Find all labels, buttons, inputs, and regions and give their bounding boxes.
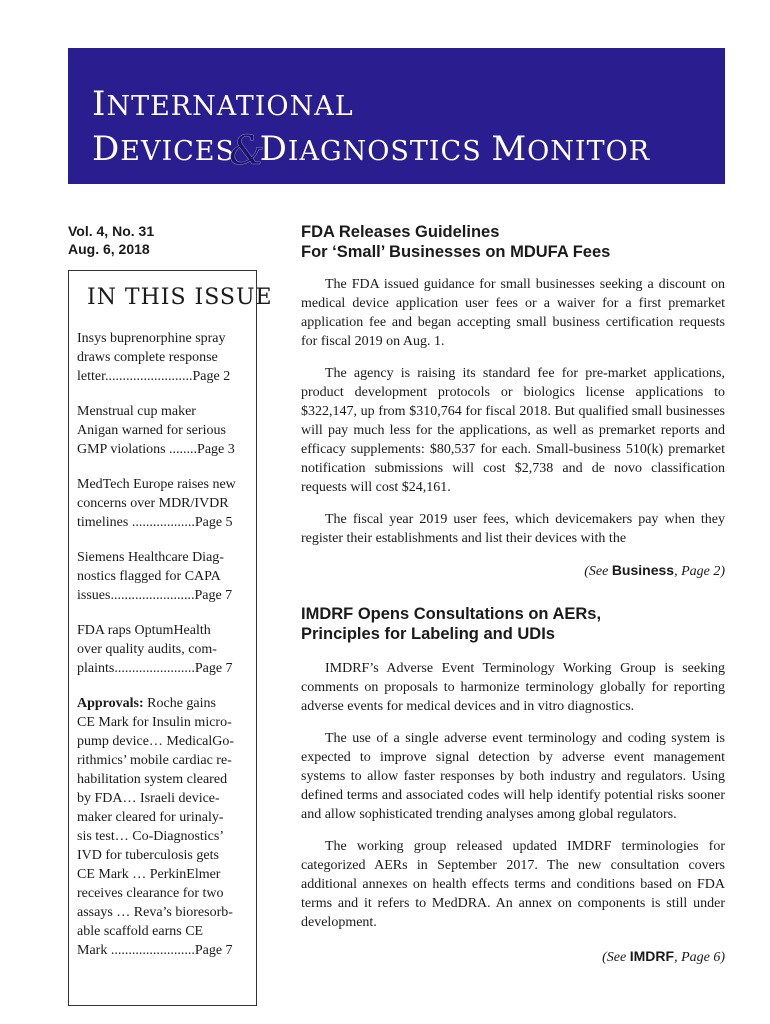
- masthead-banner: [68, 48, 725, 184]
- toc-approvals[interactable]: [77, 694, 247, 960]
- issue-date: Aug. 6, 2018: [68, 241, 150, 257]
- article1-paragraph: The FDA issued guidance for small businesses seeking a discount on medical device application user fees or a waiver for a first premarket application fee and began accepting small business certification requests for fiscal 2019 on Aug. 1.: [301, 277, 725, 349]
- toc-text: nostics flagged for CAPA: [77, 569, 221, 584]
- approvals-text: CE Mark for Insulin micro-: [77, 715, 232, 730]
- article2-continued-link[interactable]: [301, 948, 725, 966]
- toc-item[interactable]: [77, 329, 247, 386]
- toc-text: FDA raps OptumHealth: [77, 623, 211, 638]
- article2-headline: [301, 604, 725, 644]
- title-initial: D: [259, 129, 288, 169]
- headline-line: For ‘Small’ Businesses on MDUFA Fees: [301, 243, 611, 261]
- in-this-issue-box: [68, 270, 273, 1006]
- see-prefix: (See: [602, 950, 630, 965]
- approvals-text: maker cleared for urinaly-: [77, 810, 224, 825]
- title-rest: NTERNATIONAL: [106, 91, 354, 122]
- headline-line: FDA Releases Guidelines: [301, 223, 500, 241]
- article1-paragraph: The agency is raising its standard fee for pre-market applications, product development protocols or biologics license applications to $322,147, up from $310,764 for fiscal 2018. But qualified small businesses will pay much less for the applications, as well as premarket reports and efficacy supplements: $80,537 for each. Small-business 510(k) premarket notification submissions will cost $2,738 and de novo classification requests will cost $24,161.: [301, 366, 725, 495]
- toc-text: draws complete response: [77, 350, 218, 365]
- headline-line: Principles for Labeling and UDIs: [301, 625, 555, 643]
- toc-item[interactable]: [77, 475, 247, 532]
- toc-text: Insys buprenorphine spray: [77, 331, 226, 346]
- see-prefix: (See: [584, 564, 612, 579]
- toc-page-ref: timelines ..................Page 5: [77, 515, 233, 530]
- approvals-text: IVD for tuberculosis gets: [77, 848, 219, 863]
- approvals-text: assays … Reva’s bioresorb-: [77, 905, 233, 920]
- masthead-title-line1: [92, 84, 354, 124]
- approvals-text: by FDA… Israeli device-: [77, 791, 220, 806]
- article2-paragraph: IMDRF’s Adverse Event Terminology Working Group is seeking comments on proposals to harmonize terminology globally for reporting adverse events for medical devices and in vitro diagnostics.: [301, 661, 725, 714]
- see-suffix: , Page 2): [674, 564, 725, 579]
- in-this-issue-heading: IN THIS ISSUE: [87, 285, 273, 310]
- article2-paragraph: The working group released updated IMDRF terminologies for categorized AERs in September 2017. The new consultation covers additional annexes on health effects terms and conditions based on FDA terms and it refers to MedDRA. An annex on components is still under development.: [301, 839, 725, 930]
- article1-paragraph: The fiscal year 2019 user fees, which devicemakers pay when they register their establishments and list their devices with the: [301, 512, 725, 546]
- issue-info: [68, 222, 154, 258]
- toc-page-ref: plaints.......................Page 7: [77, 661, 233, 676]
- approvals-text: able scaffold earns CE: [77, 924, 204, 939]
- toc-item[interactable]: [77, 621, 247, 678]
- see-section: Business: [611, 562, 675, 578]
- approvals-label: Approvals:: [77, 696, 144, 711]
- article1-headline: [301, 222, 725, 262]
- toc-page-ref: Mark ........................Page 7: [77, 943, 233, 958]
- title-rest: IAGNOSTICS: [287, 136, 482, 167]
- toc-text: MedTech Europe raises new: [77, 477, 236, 492]
- approvals-text: Roche gains: [143, 696, 216, 711]
- headline-line: IMDRF Opens Consultations on AERs,: [301, 605, 602, 623]
- approvals-text: rithmics’ mobile cardiac re-: [77, 753, 232, 768]
- title-initial: I: [92, 84, 107, 124]
- volume-number: Vol. 4, No. 31: [68, 223, 155, 239]
- article2-paragraph: The use of a single adverse event terminology and coding system is expected to improve signal detection by adverse event management systems to allow faster responses by both industry and regulators. Using defined terms and associated codes will help identify potential risks sooner and allow sophisticated trending analyses among global regulators.: [301, 731, 725, 822]
- main-column: [301, 222, 725, 966]
- masthead-title-line2: [92, 124, 651, 174]
- approvals-text: sis test… Co-Diagnostics’: [77, 829, 224, 844]
- toc-text: Menstrual cup maker: [77, 404, 196, 419]
- toc-page-ref: letter.........................Page 2: [77, 369, 231, 384]
- approvals-text: habilitation system cleared: [77, 772, 228, 787]
- toc-item[interactable]: [77, 548, 247, 605]
- toc-text: Anigan warned for serious: [77, 423, 226, 438]
- approvals-text: pump device… MedicalGo-: [77, 734, 235, 749]
- toc-item[interactable]: [77, 402, 247, 459]
- toc-text: over quality audits, com-: [77, 642, 217, 657]
- toc-list: [77, 329, 247, 976]
- title-initial: M: [491, 129, 528, 169]
- ampersand-logo: &: [229, 128, 266, 174]
- toc-text: concerns over MDR/IVDR: [77, 496, 229, 511]
- toc-page-ref: issues........................Page 7: [77, 588, 233, 603]
- article1-continued-link[interactable]: [301, 562, 725, 580]
- toc-text: Siemens Healthcare Diag-: [77, 550, 224, 565]
- approvals-text: receives clearance for two: [77, 886, 224, 901]
- approvals-text: CE Mark … PerkinElmer: [77, 867, 221, 882]
- toc-page-ref: GMP violations ........Page 3: [77, 442, 235, 457]
- title-initial: D: [92, 129, 121, 169]
- title-rest: ONITOR: [527, 136, 651, 167]
- see-section: IMDRF: [629, 948, 675, 964]
- see-suffix: , Page 6): [674, 950, 725, 965]
- title-rest: EVICES: [120, 136, 236, 167]
